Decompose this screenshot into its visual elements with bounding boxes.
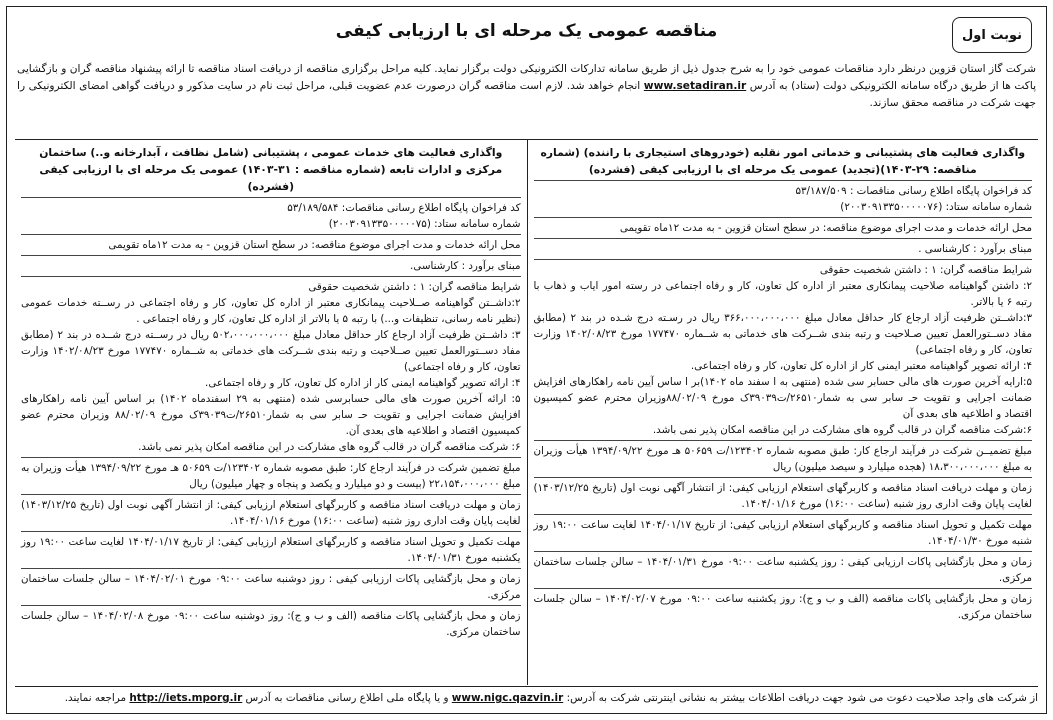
tender-doc-submit: مهلت تکمیل و تحویل اسناد مناقصه و کاربرگهای استعلام ارزیابی کیفی: از تاریخ ۱۴۰۴/۰۱/۱۷ لغایت ساعت ۱۹:۰۰ روز یکشنبه مورخ ۱۴۰۴/۰۱/۳۱. <box>21 532 521 569</box>
company-website-link[interactable]: www.nigc.qazvin.ir <box>451 692 564 704</box>
tender-column-services <box>15 140 527 685</box>
condition-item: ۶: شرکت مناقصه گران در قالب گروه های مشارکت در این مناقصه امکان پذیر نمی باشد. <box>138 441 521 453</box>
portal-code: کد فراخوان پایگاه اطلاع رسانی مناقصات : ۵۳/۱۸۷/۵۰۹ <box>795 185 1032 197</box>
tender-location: محل ارائه خدمات و مدت اجرای موضوع مناقصه: در سطح استان قزوین - به مدت ۱۲ماه تقویمی <box>21 235 521 256</box>
footer-text-3: مراجعه نمایند. <box>64 692 127 704</box>
notice-badge: نوبت اول <box>952 17 1032 53</box>
condition-item: ۲:داشــتن گواهینامه صــلاحیت پیمانکاری معتبر از اداره کل تعاون، کار و رفاه اجتماعی در رســته خدمات عمومی (نظیر نامه رسانی، تنظیفات و...) با رتبه ۵ یا بالاتر از اداره کل تعاون، کار و رفاه اجتماعی . <box>21 297 521 325</box>
tender-codes <box>21 198 521 235</box>
header <box>7 7 1046 59</box>
tender-doc-submit: مهلت تکمیل و تحویل اسناد مناقصه و کاربرگهای استعلام ارزیابی کیفی: از تاریخ ۱۴۰۴/۰۱/۱۷ لغایت ساعت ۱۹:۰۰ روز شنبه مورخ ۱۴۰۴/۰۱/۳۰. <box>534 515 1033 552</box>
condition-item: شرایط مناقصه گران: ۱ : داشتن شخصیت حقوقی <box>819 264 1032 276</box>
condition-item: ۲: داشتن گواهینامه صلاحیت پیمانکاری معتبر از اداره کل تعاون، کار و رفاه اجتماعی در رسته امور ایاب و ذهاب با رتبه ۶ یا بالاتر. <box>533 280 1032 308</box>
condition-item: ۶:شرکت مناقصه گران در قالب گروه های مشارکت در این مناقصه امکان پذیر نمی باشد. <box>652 424 1032 436</box>
portal-code: کد فراخوان پایگاه اطلاع رسانی مناقصات: ۵۳/۱۸۹/۵۸۴ <box>287 202 521 214</box>
iets-link[interactable]: http://iets.mporg.ir <box>129 692 243 704</box>
tender-heading: واگذاری فعالیت های پشتیبانی و خدماتی امور نقلیه (خودروهای استیجاری با راننده) (شماره مناقصه: ۲۹-۱۴۰۳)(تجدید) عمومی یک مرحله ای با ارزیابی کیفی (فشرده) <box>534 142 1033 181</box>
footer <box>15 686 1038 709</box>
tender-table <box>15 139 1038 685</box>
setad-link[interactable]: www.setadiran.ir <box>643 80 747 92</box>
tender-location: محل ارائه خدمات و مدت اجرای موضوع مناقصه: در سطح استان قزوین - به مدت ۱۲ماه تقویمی <box>534 218 1033 239</box>
condition-item: ۴: ارائه تصویر گواهینامه ایمنی کار از اداره کل تعاون، کار و رفاه اجتماعی. <box>205 377 521 389</box>
page-title: مناقصه عمومی یک مرحله ای با ارزیابی کیفی <box>335 21 718 41</box>
tender-quality-opening: زمان و محل بازگشایی پاکات ارزیابی کیفی : روز یکشنبه ساعت ۰۹:۰۰ مورخ ۱۴۰۴/۰۱/۳۱ – سالن جلسات ساختمان مرکزی. <box>534 552 1033 589</box>
setad-number: شماره سامانه ستاد: (۲۰۰۳۰۹۱۳۳۵۰۰۰۰۰۷۶) <box>840 201 1032 213</box>
condition-item: ۳:داشــتن ظرفیت آزاد ارجاع کار حداقل معادل مبلغ ۳۶۶،۰۰۰،۰۰۰،۰۰۰ ریال در رسـته درج شـده در بند ۲ (مطابق مفاد دســتورالعمل تعیین صـلاحیت و رتبه بندی شــرکت های خدماتی به شــماره ۱۷۷۴۷۰ مورخ ۱۴۰۲/۰۸/۲۳ وزارت تعاون، کار و رفاه اجتماعی) <box>533 312 1033 356</box>
condition-item: شرایط مناقصه گران: ۱ : داشتن شخصیت حقوقی <box>308 281 521 293</box>
tender-guarantee: مبلغ تضمین شرکت در فرآیند ارجاع کار: طبق مصوبه شماره ۱۲۳۴۰۲/ت ۵۰۶۵۹ هـ مورخ ۱۳۹۴/۰۹/۲۲ هیأت وزیران به مبلغ ۲۲،۱۵۴،۰۰۰،۰۰۰ (بیست و دو میلیارد و یکصد و پنجاه و چهار میلیون) ریال <box>21 458 521 495</box>
intro-text-1: شرکت گاز استان قزوین درنظر دارد مناقصات عمومی خود را به شرح جدول ذیل از طریق سامانه تدارکات الکترونیکی دولت برگزار نماید. کلیه مراحل برگزاری مناقصه از دریافت اسناد مناقصه تا ارائه پیشنهاد مناقصه گران و بازگشایی پاکت ها از طریق درگاه سامانه الکترونیکی دولت (ستاد) به آدرس <box>17 63 1037 92</box>
setad-number: شماره سامانه ستاد: (۲۰۰۳۰۹۱۳۳۵۰۰۰۰۰۷۵) <box>328 218 521 230</box>
tender-conditions <box>21 277 521 458</box>
tender-doc-receive: زمان و مهلت دریافت اسناد مناقصه و کاربرگهای استعلام ارزیابی کیفی: از انتشار آگهی نوبت اول (تاریخ ۱۴۰۳/۱۲/۲۵) لغایت پایان وقت اداری روز شنبه (ساعت ۱۶:۰۰) مورخ ۱۴۰۴/۰۱/۱۶. <box>534 478 1033 515</box>
tender-estimate: مبنای برآورد : کارشناسی. <box>21 256 521 277</box>
tender-conditions <box>534 260 1033 441</box>
notice-page <box>6 6 1047 714</box>
tender-heading: واگذاری فعالیت های خدمات عمومی ، پشتیبانی (شامل نظافت ، آبدارخانه و..) ساختمان مرکزی و ادارات تابعه (شماره مناقصه : ۳۱-۱۴۰۳) عمومی یک مرحله ای با ارزیابی کیفی (فشرده) <box>21 142 521 198</box>
tender-envelope-opening: زمان و محل بازگشایی پاکات مناقصه (الف و ب و ج): روز یکشنبه ساعت ۰۹:۰۰ مورخ ۱۴۰۴/۰۲/۰۷ – سالن جلسات ساختمان مرکزی. <box>533 593 1032 621</box>
tender-doc-receive: زمان و مهلت دریافت اسناد مناقصه و کاربرگهای استعلام ارزیابی کیفی: از انتشار آگهی نوبت اول (تاریخ ۱۴۰۳/۱۲/۲۵) لغایت پایان وقت اداری روز شنبه (ساعت ۱۶:۰۰) مورخ ۱۴۰۴/۰۱/۱۶. <box>21 495 521 532</box>
intro-paragraph <box>7 61 1046 112</box>
tender-quality-opening: زمان و محل بازگشایی پاکات ارزیابی کیفی : روز دوشنبه ساعت ۰۹:۰۰ مورخ ۱۴۰۴/۰۲/۰۱ – سالن جلسات ساختمان مرکزی. <box>21 569 521 606</box>
condition-item: ۵: ارائه آخرین صورت های مالی حسابرسی شده (منتهی به ۲۹ اسفندماه ۱۴۰۲) بر اساس آیین نامه راهکارهای افزایش ضمانت اجرایی و تقویت حـ سابر سی به شمار۲۶۵۱۰/ت۳۹۰۳۹ک مورخ ۸۸/۰۲/۰۹ وزیران محترم عضو کمیسیون اقتصاد و اطلاعیه های بعدی آن. <box>21 393 521 437</box>
footer-text-1: از شرکت های واجد صلاحیت دعوت می شود جهت دریافت اطلاعات بیشتر به نشانی اینترنتی شرکت به آدرس: <box>566 692 1038 704</box>
tender-estimate: مبنای برآورد : کارشناسی . <box>534 239 1033 260</box>
footer-text-2: و یا پایگاه ملی اطلاع رسانی مناقصات به آدرس <box>245 692 449 704</box>
tender-column-transport <box>527 140 1039 685</box>
condition-item: ۴: ارائه تصویر گواهینامه معتبر ایمنی کار از اداره کل تعاون، کار و رفاه اجتماعی. <box>690 360 1032 372</box>
tender-guarantee: مبلغ تضمیــن شرکت در فرآیند ارجاع کار: طبق مصوبه شماره ۱۲۳۴۰۲/ت ۵۰۶۵۹ هـ مورخ ۱۳۹۴/۰۹/۲۲ هیأت وزیران به مبلغ ۱۸،۳۰۰،۰۰۰،۰۰۰ (هجده میلیارد و سیصد میلیون) ریال <box>534 441 1033 478</box>
condition-item: ۳: داشــتن ظرفیت آزاد ارجاع کار حداقل معادل مبلغ ۵۰۲،۰۰۰،۰۰۰،۰۰۰ ریال در رســته درج شــده در بند ۲ (مطابق مفاد دســتورالعمل تعیین صــلاحیت و رتبه بندی شــرکت های خدماتی به شــماره ۱۷۷۴۷۰ مورخ ۱۴۰۲/۰۸/۲۳ وزارت تعاون، کار و رفاه اجتماعی) <box>21 329 521 373</box>
condition-item: ۵:ارایه آخرین صورت های مالی حسابر سی شده (منتهی به ا سفند ماه ۱۴۰۲)بر ا ساس آیین نامه راهکارهای افزایش ضمانت اجرایی و تقویت حـ سابر سی به شمار۲۶۵۱۰/ت۳۹۰۳۹ک مورخ ۸۸/۰۲/۰۹وزیران محترم عضو کمیسیون اقتصاد و اطلاعیه های بعدی آن <box>533 376 1033 420</box>
tender-envelope-opening: زمان و محل بازگشایی پاکات مناقصه (الف و ب و ج): روز دوشنبه ساعت ۰۹:۰۰ مورخ ۱۴۰۴/۰۲/۰۸ – سالن جلسات ساختمان مرکزی. <box>21 610 521 638</box>
intro-text-2: انجام خواهد شد. لازم است مناقصه گران درصورت عدم عضویت قبلی، مراحل ثبت نام در سایت مذکور و دریافت گواهی امضای الکترونیکی را جهت شرکت در مناقصه محقق سازند. <box>17 80 1036 109</box>
tender-codes <box>534 181 1033 218</box>
